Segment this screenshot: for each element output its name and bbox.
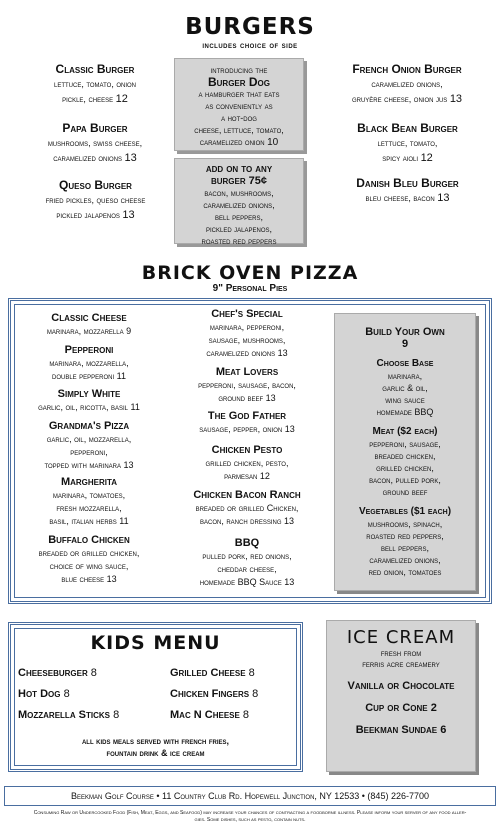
pizza-desc: garlic, oil, mozzarella, (46, 434, 132, 444)
byo-base-line: wing sauce (385, 395, 425, 405)
burger-dog-box (174, 58, 304, 151)
burger-desc-2: pickle, cheese 12 (62, 93, 128, 105)
byo-base-line: garlic & oil, (382, 383, 428, 393)
footer-address: Beekman Golf Course • 11 Country Club Rd. Hopewell Junction, NY 12533 • (845) 226-7700 (4, 786, 496, 806)
ice-cream-sundae: Beekman Sundae 6 (355, 724, 447, 736)
pizza-desc: choice of wing sauce, (49, 561, 129, 571)
burger-addon-box (174, 158, 304, 244)
burger-name: Papa Burger (62, 121, 128, 135)
burger-dog-intro: introducing the (210, 65, 268, 75)
pizza-desc: marinara, mozzarella 9 (46, 326, 132, 336)
burgers-subtitle: includes choice of side (202, 40, 298, 50)
kids-note-line: all kids meals served with french fries, (81, 736, 230, 746)
byo-veg-line: mushrooms, spinach, (367, 519, 443, 529)
burger-item (318, 62, 496, 107)
pizza-item (14, 420, 164, 472)
burger-desc-2: caramelized onions 13 (53, 152, 137, 164)
pizza-name: Simply White (57, 388, 121, 400)
byo-meat-title: Meat ($2 each) (372, 426, 438, 437)
pizza-title: BRICK OVEN PIZZA (141, 262, 359, 284)
burger-item (8, 178, 183, 223)
pizza-desc: blue cheese 13 (61, 574, 117, 584)
pizza-desc: parmesan 12 (224, 471, 270, 481)
burger-name: Queso Burger (59, 178, 132, 192)
byo-price: 9 (401, 338, 409, 350)
pizza-desc: pepperoni, sausage, bacon, (198, 380, 296, 390)
pizza-desc: sausage, mushrooms, (208, 335, 286, 345)
byo-veg-title: Vegetables ($1 each) (358, 506, 452, 517)
pizza-name: Meat Lovers (215, 366, 279, 378)
kids-menu-title: KIDS MENU (90, 632, 221, 654)
byo-base-line: homemade BBQ (376, 407, 434, 417)
pizza-desc: homemade BBQ Sauce 13 (199, 577, 295, 587)
burger-desc: fried pickles, queso cheese (45, 195, 146, 205)
build-your-own-box (334, 313, 476, 591)
pizza-desc: basil, italian herbs 11 (49, 516, 129, 526)
burger-desc-2: gruyère cheese, onion jus 13 (351, 93, 463, 105)
pizza-desc: double pepperoni 11 (51, 371, 127, 381)
pizza-item (168, 308, 326, 360)
byo-meat-line: grilled chicken, (376, 463, 434, 473)
pizza-desc: marinara, mozzarella, (49, 358, 129, 368)
burgers-title: BURGERS (185, 14, 315, 40)
pizza-desc: pulled pork, red onions, (202, 551, 292, 561)
burger-name: Danish Bleu Burger (356, 176, 459, 190)
pizza-name: Chicken Pesto (211, 444, 283, 456)
pizza-item (168, 537, 326, 589)
burger-desc-2: spicy aioli 12 (382, 152, 433, 164)
pizza-desc: cheddar cheese, (217, 564, 277, 574)
burger-item (10, 121, 180, 166)
byo-veg-line: bell peppers, (380, 543, 430, 553)
kids-item: Mac N Cheese 8 (170, 709, 250, 721)
byo-veg-line: red onion, tomatoes (368, 567, 442, 577)
pizza-item (168, 444, 326, 483)
addon-line: caramelized onions, (203, 200, 275, 210)
pizza-item (168, 410, 326, 436)
burger-dog-line: a hot-dog (221, 113, 257, 123)
pizza-name: BBQ (234, 537, 260, 549)
burger-dog-name: Burger Dog (207, 75, 270, 89)
pizza-name: Chicken Bacon Ranch (193, 489, 301, 501)
food-disclaimer (4, 810, 496, 824)
pizza-name: The God Father (207, 410, 287, 422)
pizza-desc: grilled chicken, pesto, (205, 458, 289, 468)
byo-veg-line: roasted red peppers, (366, 531, 444, 541)
pizza-desc: fresh mozzarella, (56, 503, 122, 513)
addon-line: pickled jalapenos, (205, 224, 273, 234)
kids-note-line: fountain drink & ice cream (106, 748, 205, 758)
pizza-desc: caramelized onions 13 (206, 348, 288, 358)
burger-item (325, 176, 490, 206)
burger-dog-line: a hamburger that eats (198, 89, 280, 99)
kids-item: Mozzarella Sticks 8 (18, 709, 120, 721)
pizza-desc: marinara, pepperoni, (209, 322, 285, 332)
burger-dog-line: as conveniently as (205, 101, 273, 111)
pizza-name: Classic Cheese (51, 312, 127, 324)
addon-line: roasted red peppers (201, 236, 277, 246)
burger-dog-line: cheese, lettuce, tomato, (194, 125, 284, 135)
byo-meat-line: ground beef (382, 487, 428, 497)
pizza-item (168, 366, 326, 405)
kids-item: Chicken Fingers 8 (170, 688, 259, 700)
pizza-item (168, 489, 326, 528)
pizza-name: Grandma's Pizza (48, 420, 130, 432)
pizza-name: Buffalo Chicken (48, 534, 130, 546)
pizza-desc: topped with marinara 13 (44, 460, 134, 470)
burger-desc: lettuce, tomato, (377, 138, 438, 148)
ice-cream-title: ICE CREAM (346, 627, 456, 648)
pizza-desc: sausage, pepper, onion 13 (199, 424, 295, 434)
pizza-name: Margherita (60, 476, 118, 488)
byo-meat-line: breaded chicken, (374, 451, 436, 461)
burger-item (325, 121, 490, 166)
ice-cream-flavor: Vanilla or Chocolate (347, 680, 455, 692)
kids-note (8, 735, 303, 759)
pizza-name: Pepperoni (64, 344, 114, 356)
pizza-desc: ground beef 13 (218, 393, 276, 403)
burger-desc: mushrooms, swiss cheese, (47, 138, 143, 148)
byo-title: Build Your Own (365, 326, 445, 338)
byo-meat-line: bacon, pulled pork, (369, 475, 441, 485)
pizza-item (14, 344, 164, 383)
pizza-subtitle: 9" Personal Pies (212, 283, 288, 294)
burger-name: Black Bean Burger (357, 121, 458, 135)
ice-cream-sub: ferris acre creamery (362, 659, 440, 669)
kids-item: Grilled Cheese 8 (170, 667, 255, 679)
burger-desc: caramelized onions, (371, 79, 443, 89)
addon-title-2: burger 75¢ (210, 175, 268, 187)
kids-item: Hot Dog 8 (18, 688, 70, 700)
pizza-item (14, 476, 164, 528)
burger-item (20, 62, 170, 107)
disclaimer-line: gies. Some dishes, such as pesto, contain nuts. (194, 817, 306, 823)
ice-cream-sub: fresh from (380, 648, 422, 658)
pizza-desc: pepperoni, (70, 447, 108, 457)
burger-desc-2: pickled jalapenos 13 (56, 209, 135, 221)
pizza-desc: garlic, oil, ricotta, basil 11 (38, 402, 140, 412)
pizza-item (14, 388, 164, 414)
byo-meat-line: pepperoni, sausage, (369, 439, 441, 449)
pizza-desc: breaded or grilled chicken, (38, 548, 140, 558)
burger-name: Classic Burger (55, 62, 135, 76)
burger-desc: lettuce, tomato, onion (53, 79, 136, 89)
burger-dog-line: caramelized onion 10 (199, 137, 279, 148)
kids-item: Cheeseburger 8 (18, 667, 97, 679)
ice-cream-box (326, 620, 476, 772)
pizza-item (14, 312, 164, 338)
addon-title: add on to any (205, 163, 273, 175)
pizza-name: Chef's Special (211, 308, 283, 320)
disclaimer-line: Consuming Raw or Undercooked Food (Fish, Meat, Eggs, and Seafood) may increase your chances of contracting a foodborne illness. Please inform your server of any food aller- (33, 810, 467, 816)
pizza-desc: marinara, tomatoes, (52, 490, 126, 500)
byo-veg-line: caramelized onions, (369, 555, 441, 565)
pizza-desc: breaded or grilled Chicken, (195, 503, 299, 513)
burger-desc: bleu cheese, bacon 13 (365, 192, 450, 204)
burger-name: French Onion Burger (352, 62, 462, 76)
addon-line: bacon, mushrooms, (204, 188, 274, 198)
byo-base-title: Choose Base (376, 358, 434, 369)
byo-base-line: marinara, (387, 371, 423, 381)
pizza-item (14, 534, 164, 586)
ice-cream-cup: Cup or Cone 2 (365, 702, 437, 714)
pizza-desc: bacon, ranch dressing 13 (199, 516, 295, 526)
addon-line: bell peppers, (214, 212, 264, 222)
